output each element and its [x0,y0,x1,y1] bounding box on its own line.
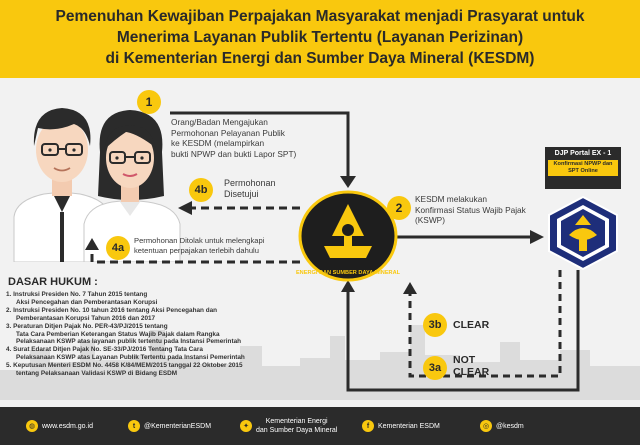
footer-instagram[interactable] [480,407,524,445]
legal-item-line: Aksi Pencegahan dan Pemberantasan Korupsi [16,298,158,306]
step-3b-label: CLEAR [453,319,490,331]
step-4b-badge: 4b [189,178,213,202]
kesdm-emblem [296,186,400,284]
step-4a-text [134,236,264,256]
step-4a-line: ketentuan perpajakan terlebih dahulu [134,246,259,255]
globe-icon: ◍ [26,420,38,432]
step-4b-text [224,178,276,200]
footer-bar [0,407,640,445]
footer-website-label: www.esdm.go.id [42,422,93,430]
djp-subtitle-line-1: Konfirmasi NPWP dan [553,161,613,167]
instagram-icon: ◎ [480,420,492,432]
step-4b-line: Disetujui [224,189,259,199]
footer-twitter[interactable] [128,407,211,445]
legal-item-line: 4. Surat Edarat Ditjen Pajak No. SE-33/PJ/2016 Tentang Tata Cara [6,346,203,354]
step-3a-label [453,354,489,378]
step-4a-line: Permohonan Ditolak untuk melengkapi [134,236,265,245]
title-line-1: Pemenuhan Kewajiban Perpajakan Masyarakat menjadi Prasyarat untuk [55,8,585,25]
title-line-2: Menerima Layanan Publik Tertentu (Layanan Perizinan) [116,29,524,46]
legal-item [6,307,324,323]
title-line-3: di Kementerian Energi dan Sumber Daya Mineral (KESDM) [105,50,535,67]
legal-item [6,346,324,362]
djp-portal-box [545,147,621,189]
legal-item-line: tentang Pelaksanaan Validasi KSWP di Bidang ESDM [16,370,178,378]
legal-item-line: 3. Peraturan Ditjen Pajak No. PER-43/PJ/2015 tentang [6,322,168,330]
footer-ministry-name [256,417,337,435]
djp-portal-title: DJP Portal EX - 1 [554,150,612,157]
footer-instagram-label: @kesdm [496,422,524,430]
legal-item [6,323,324,347]
footer-website[interactable] [26,407,93,445]
step-3a-label-line-2: CLEAR [453,366,490,378]
djp-portal-subtitle [548,160,618,176]
footer-facebook-label: Kementerian ESDM [378,422,440,430]
footer-ministry [240,407,337,445]
footer-ministry-line-2: dan Sumber Daya Mineral [256,427,338,434]
legal-item-line: Pelaksanaan KSWP atas layanan publik tertentu pada Instansi Pemerintah [16,338,242,346]
emblem-text-bottom: ENERGI DAN SUMBER DAYA MINERAL [296,270,400,276]
step-4a-badge: 4a [106,236,130,260]
step-3a-label-line-1: NOT [453,354,476,366]
twitter-icon: t [128,420,140,432]
legal-item [6,362,324,378]
djp-logo [545,195,621,271]
step-1-text [171,117,296,159]
step-1-line: Permohonan Pelayanan Publik [171,127,285,138]
footer-facebook[interactable] [362,407,440,445]
step-2-badge: 2 [387,196,411,220]
legal-item-line: 1. Instruksi Presiden No. 7 Tahun 2015 tentang [6,291,148,298]
legal-item-line: Pemberantasan Korupsi Tahun 2016 dan 2017 [16,314,156,322]
ministry-logo-icon: ✦ [240,420,252,432]
footer-ministry-line-1: Kementerian Energi [265,418,328,425]
step-2-line: Konfirmasi Status Wajib Pajak [415,204,526,215]
facebook-icon: f [362,420,374,432]
djp-subtitle-line-2: SPT Online [568,168,598,174]
step-2-line: KESDM melakukan [415,194,487,204]
legal-item-line: Tata Cara Pemberian Keterangan Status Wajib Pajak dalam Rangka [16,330,220,338]
step-2-line: (KSWP) [415,215,445,225]
legal-item-line: Pelaksanaan KSWP atas Layanan Publik Tertentu pada Instansi Pemerintah [16,354,245,362]
legal-item-line: 5. Keputusan Menteri ESDM No. 4458 K/84/MEM/2015 tanggal 22 Oktober 2015 [6,362,243,370]
step-1-line: bukti NPWP dan bukti Lapor SPT) [171,148,297,159]
step-1-line: ke KESDM (melampirkan [171,138,265,148]
step-3a-badge: 3a [423,356,447,380]
legal-basis-title: DASAR HUKUM : [8,276,98,288]
step-1-badge: 1 [137,90,161,114]
step-2-text [415,194,526,226]
step-3b-badge: 3b [423,313,447,337]
legal-basis-list [6,291,324,378]
step-4b-line: Permohonan [224,178,276,188]
legal-item [6,291,324,307]
footer-twitter-label: @KementerianESDM [144,422,212,430]
legal-item-line: 2. Instruksi Presiden No. 10 tahun 2016 tentang Aksi Pencegahan dan [6,306,218,314]
step-1-line: Orang/Badan Mengajukan [171,117,268,127]
